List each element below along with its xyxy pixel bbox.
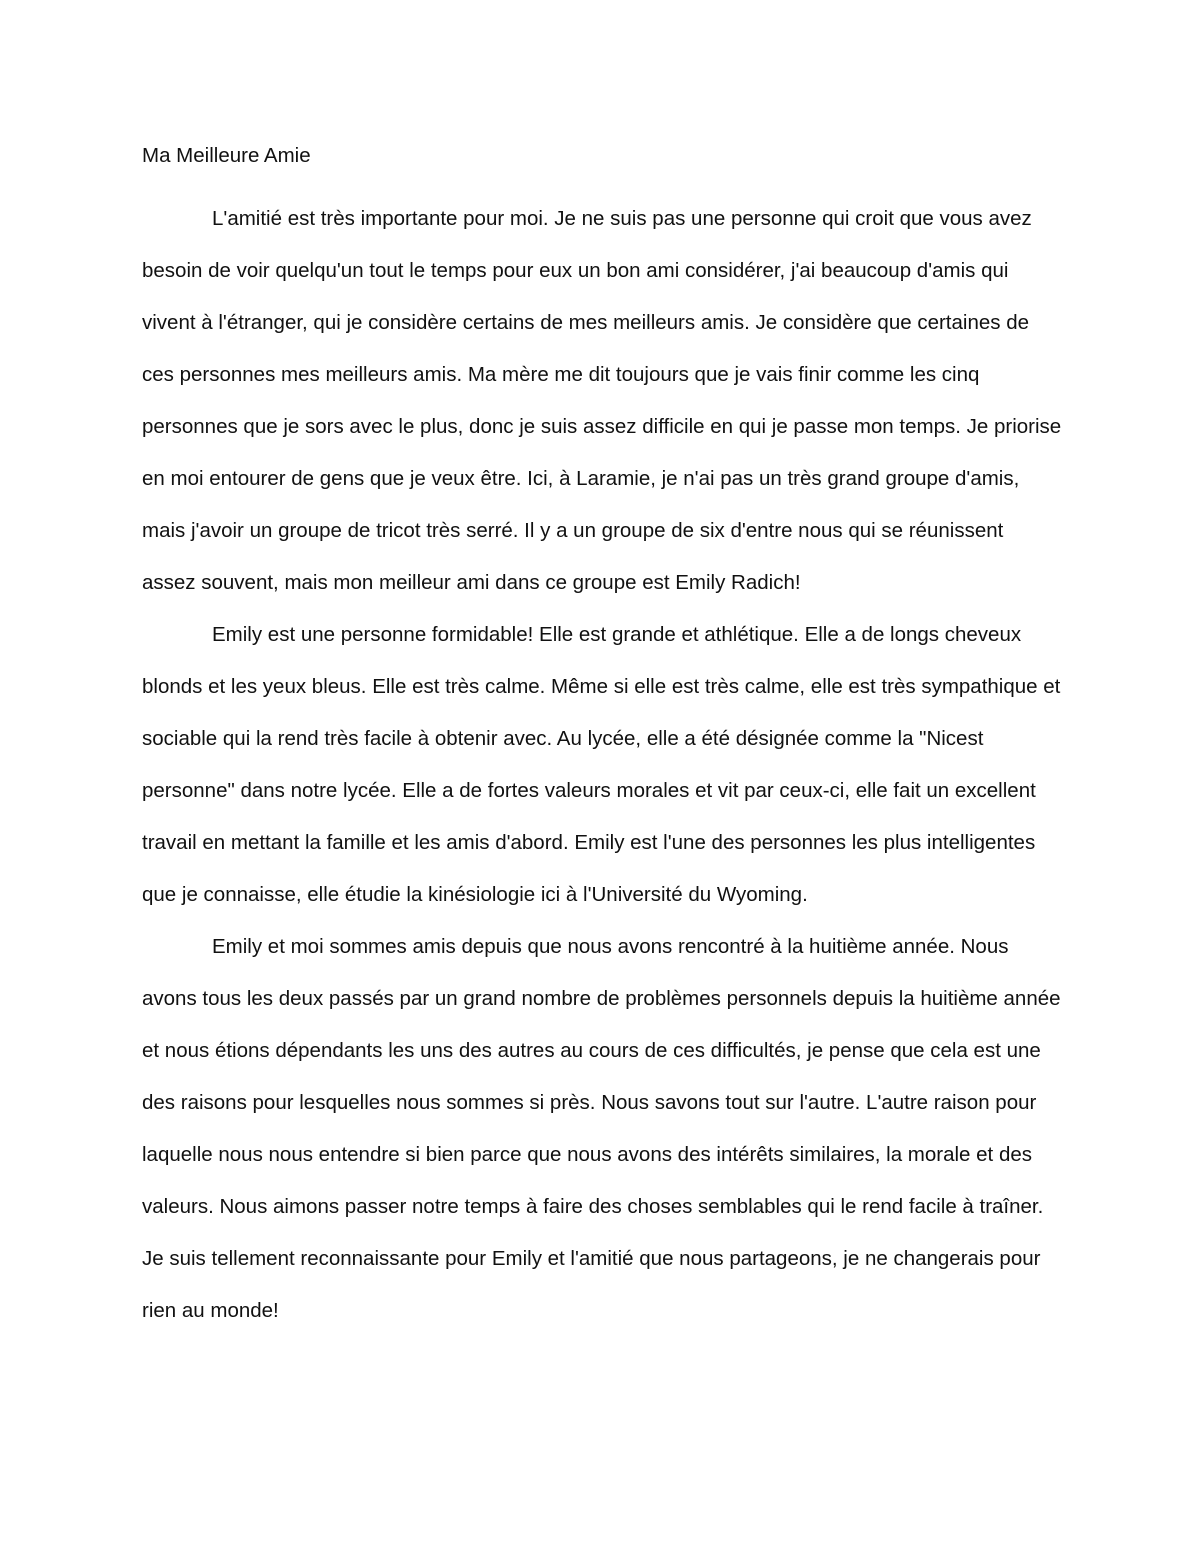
document-title: Ma Meilleure Amie (142, 144, 311, 167)
paragraph-2: Emily est une personne formidable! Elle est grande et athlétique. Elle a de longs cheveux blonds et les yeux bleus. Elle est très calme. Même si elle est très calme, elle est très sympathique et sociable qui la rend très facile à obtenir avec. Au lycée, elle a été désignée comme la "Nicest personne" dans notre lycée. Elle a de fortes valeurs morales et vit par ceux-ci, elle fait un excellent travail en mettant la famille et les amis d'abord. Emily est l'une des personnes les plus intelligentes que je connaisse, elle étudie la kinésiologie ici à l'Université du Wyoming. (142, 623, 1061, 906)
paragraph-1: L'amitié est très importante pour moi. Je ne suis pas une personne qui croit que vous avez besoin de voir quelqu'un tout le temps pour eux un bon ami considérer, j'ai beaucoup d'amis qui vivent à l'étranger, qui je considère certains de mes meilleurs amis. Je considère que certaines de ces personnes mes meilleurs amis. Ma mère me dit toujours que je vais finir comme les cinq personnes que je sors avec le plus, donc je suis assez difficile en qui je passe mon temps. Je priorise en moi entourer de gens que je veux être. Ici, à Laramie, je n'ai pas un très grand groupe d'amis, mais j'avoir un groupe de tricot très serré. Il y a un groupe de six d'entre nous qui se réunissent assez souvent, mais mon meilleur ami dans ce groupe est Emily Radich! (142, 207, 1062, 594)
document-body (142, 141, 1062, 1337)
paragraph-3: Emily et moi sommes amis depuis que nous avons rencontré à la huitième année. Nous avons tous les deux passés par un grand nombre de problèmes personnels depuis la huitième année et nous étions dépendants les uns des autres au cours de ces difficultés, je pense que cela est une des raisons pour lesquelles nous sommes si près. Nous savons tout sur l'autre. L'autre raison pour laquelle nous nous entendre si bien parce que nous avons des intérêts similaires, la morale et des valeurs. Nous aimons passer notre temps à faire des choses semblables qui le rend facile à traîner. Je suis tellement reconnaissante pour Emily et l'amitié que nous partageons, je ne changerais pour rien au monde! (142, 935, 1061, 1322)
